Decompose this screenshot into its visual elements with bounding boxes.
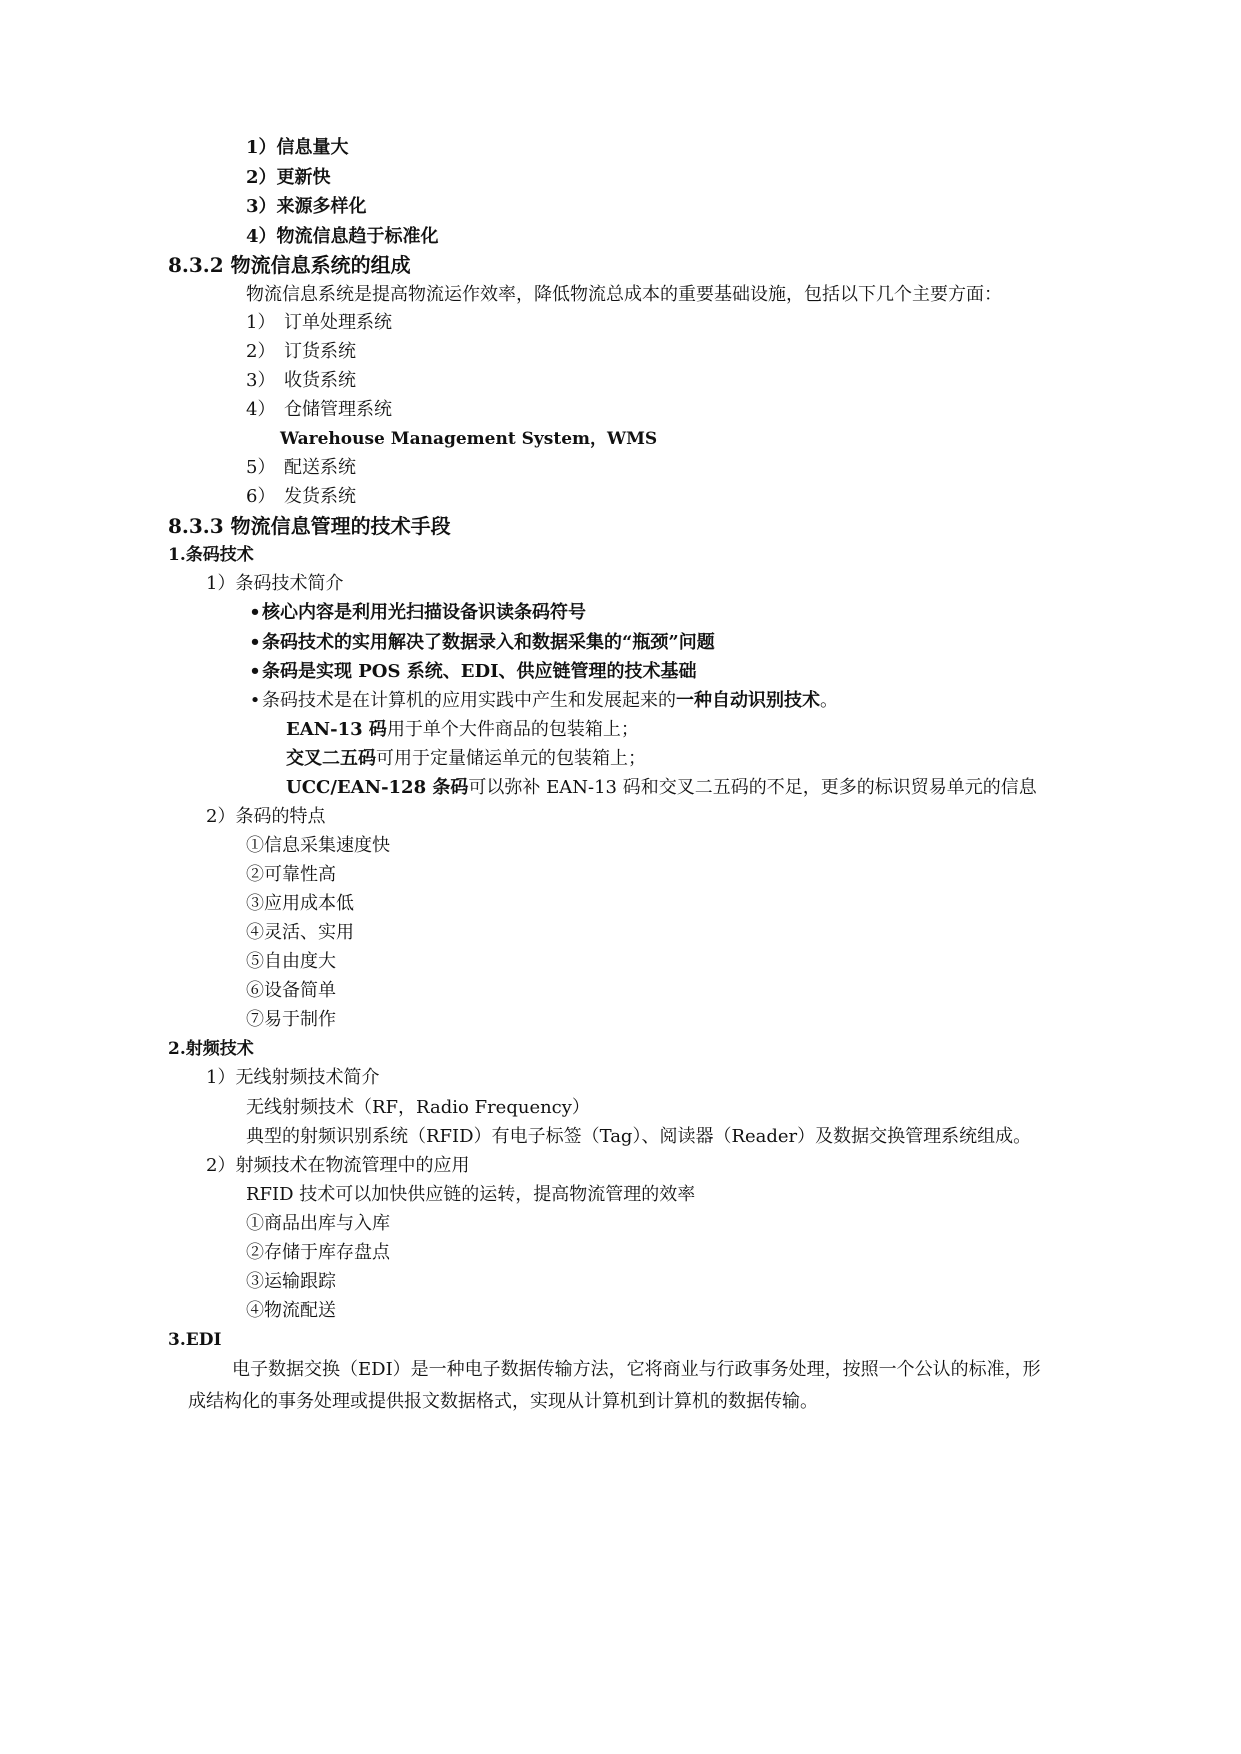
bullet-text: 条码技术的实用解决了数据录入和数据采集的“瓶颈”问题	[262, 632, 715, 653]
item-number: 2）	[246, 341, 276, 362]
item-text: 发货系统	[284, 486, 356, 507]
wms-label: Warehouse Management System，WMS	[280, 429, 658, 449]
feature-item: 2）更新快	[246, 167, 331, 188]
application-item: ②存储于库存盘点	[246, 1242, 390, 1263]
sub-heading: 1）条码技术简介	[206, 573, 344, 594]
feature-item: 3）来源多样化	[246, 196, 367, 217]
list-item	[246, 370, 356, 392]
item-number: 1）	[246, 312, 276, 333]
list-item	[246, 341, 356, 363]
sub-heading: 2）条码的特点	[206, 806, 326, 827]
bullet-text-end: 。	[820, 690, 838, 711]
section-title-8-3-3: 8.3.3 物流信息管理的技术手段	[168, 514, 451, 538]
section-title-8-3-2: 8.3.2 物流信息系统的组成	[168, 253, 411, 277]
feature-item: ③应用成本低	[246, 893, 354, 914]
feature-item: ⑥设备简单	[246, 980, 336, 1001]
bullet-icon: •	[249, 690, 261, 711]
feature-item: ⑦易于制作	[246, 1009, 336, 1030]
item-text: 订货系统	[284, 341, 356, 362]
bullet-item	[248, 690, 838, 712]
barcode-desc: 可以弥补 EAN-13 码和交叉二五码的不足，更多的标识贸易单元的信息	[468, 777, 1037, 798]
item-text: 仓储管理系统	[284, 399, 392, 420]
item-text: 配送系统	[284, 457, 356, 478]
bullet-item	[248, 602, 586, 624]
barcode-type-itf	[286, 748, 646, 770]
bullet-icon: •	[249, 632, 261, 653]
barcode-name: EAN-13 码	[286, 719, 387, 740]
rfid-line: 无线射频技术（RF，Radio Frequency）	[246, 1097, 590, 1118]
edi-paragraph: 电子数据交换（EDI）是一种电子数据传输方法，它将商业与行政事务处理，按照一个公认的标准，形成结构化的事务处理或提供报文数据格式，实现从计算机到计算机的数据传输。	[188, 1359, 1041, 1412]
feature-item: ④灵活、实用	[246, 922, 354, 943]
bullet-text: 条码技术是在计算机的应用实践中产生和发展起来的	[262, 690, 676, 711]
rfid-line: RFID 技术可以加快供应链的运转，提高物流管理的效率	[246, 1184, 696, 1205]
list-item	[246, 399, 392, 421]
application-item: ①商品出库与入库	[246, 1213, 390, 1234]
subsection-heading-edi: 3.EDI	[168, 1330, 222, 1350]
sub-heading: 1）无线射频技术简介	[206, 1067, 380, 1088]
item-number: 6）	[246, 486, 276, 507]
barcode-desc: 用于单个大件商品的包装箱上；	[386, 719, 639, 740]
item-text: 订单处理系统	[284, 312, 392, 333]
feature-item: ⑤自由度大	[246, 951, 336, 972]
subsection-heading-rfid: 2.射频技术	[168, 1039, 254, 1059]
item-number: 3）	[246, 370, 276, 391]
barcode-name: UCC/EAN-128 条码	[286, 777, 469, 798]
item-number: 5）	[246, 457, 276, 478]
bullet-text: 条码是实现 POS 系统、EDI、供应链管理的技术基础	[262, 661, 697, 682]
feature-item: ②可靠性高	[246, 864, 336, 885]
barcode-name: 交叉二五码	[286, 748, 376, 769]
barcode-type-ucc	[286, 777, 1037, 799]
bullet-icon: •	[249, 602, 261, 623]
item-text: 收货系统	[284, 370, 356, 391]
barcode-type-ean	[286, 719, 639, 741]
rfid-line: 典型的射频识别系统（RFID）有电子标签（Tag）、阅读器（Reader）及数据交换管理系统组成。	[246, 1126, 1032, 1147]
section-intro: 物流信息系统是提高物流运作效率，降低物流总成本的重要基础设施，包括以下几个主要方面：	[246, 284, 1002, 305]
sub-heading: 2）射频技术在物流管理中的应用	[206, 1155, 470, 1176]
feature-item: 4）物流信息趋于标准化	[246, 226, 439, 247]
application-item: ③运输跟踪	[246, 1271, 336, 1292]
barcode-desc: 可用于定量储运单元的包装箱上；	[376, 748, 646, 769]
bullet-item	[248, 632, 715, 654]
subsection-heading-barcode: 1.条码技术	[168, 545, 254, 565]
application-item: ④物流配送	[246, 1300, 336, 1321]
list-item	[246, 457, 356, 479]
bullet-text-bold: 一种自动识别技术	[676, 690, 820, 711]
bullet-icon: •	[249, 661, 261, 682]
feature-item: 1）信息量大	[246, 137, 349, 158]
list-item	[246, 312, 392, 334]
item-number: 4）	[246, 399, 276, 420]
list-item	[246, 486, 356, 508]
feature-item: ①信息采集速度快	[246, 835, 390, 856]
bullet-item	[248, 661, 697, 683]
bullet-text: 核心内容是利用光扫描设备识读条码符号	[262, 602, 586, 623]
